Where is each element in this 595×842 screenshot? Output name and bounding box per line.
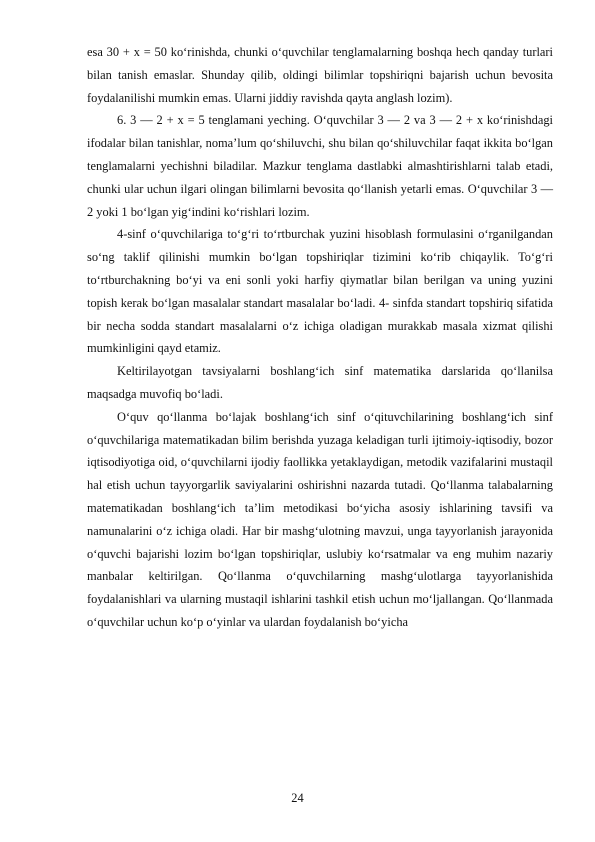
paragraph-manual-description: O‘quv qo‘llanma bo‘lajak boshlang‘ich sinf o‘qituvchilarining boshlang‘ich sinf o‘quvchilariga matematikadan bilim berishda yuzaga keladigan turli ijtimoiy-iqtisodiy, bozor iqtisodiyotiga oid, o‘quvchilarni ijodiy faollikka yetaklaydigan, metodik vazifalarini mustaqil hal etish uchun tayyorgarlik saviyalarini oshirishni nazarda tutadi. Qo‘llanma talabalarning matematikadan boshlang‘ich ta’lim metodikasi bo‘yicha asosiy ishlarining tavsifi va namunalarini o‘z ichiga oladi. Har bir mashg‘ulotning mavzui, unga tayyorlanish jarayonida o‘quvchi bajarishi lozim bo‘lgan topshiriqlar, uslubiy ko‘rsatmalar va eng muhim nazariy manbalar keltirilgan. Qo‘llanma o‘quvchilarning mashg‘ulotlarga tayyorlanishida foydalanishlari va ularning mustaqil ishlarini tashkil etish uchun mo‘ljallangan. Qo‘llanmada o‘quvchilar uchun ko‘p o‘yinlar va ulardan foydalanish bo‘yicha	[87, 409, 553, 629]
page-number: 24	[291, 791, 304, 805]
paragraph-continuation: esa 30 + x = 50 ko‘rinishda, chunki o‘quvchilar tenglamalarning boshqa hech qanday turlari bilan tanish emaslar. Shunday qilib, oldingi bilimlar topshiriqni bajarish uchun bevosita foydalanilishi mumkin emas. Ularni jiddiy ravishda qayta anglash lozim).	[87, 45, 553, 105]
page-body	[87, 41, 553, 634]
paragraph-equation-example: 6. 3 — 2 + x = 5 tenglamani yeching. O‘quvchilar 3 — 2 va 3 — 2 + x ko‘rinishdagi ifodalar bilan tanishlar, noma’lum qo‘shiluvchi, shu bilan qo‘shiluvchilar faqat ikkita bo‘lgan tenglamalarni yechishni biladilar. Mazkur tenglama dastlabki almashtirishlarni talab etadi, chunki ular uchun ilgari olingan bilimlarni bevosita qo‘llanish yetarli emas. O‘quvchilar 3 — 2 yoki 1 bo‘lgan yig‘indini ko‘rishlari lozim.	[87, 113, 553, 219]
paragraph-recommendations: Keltirilayotgan tavsiyalarni boshlang‘ich sinf matematika darslarida qo‘llanilsa maqsadga muvofiq bo‘ladi.	[87, 364, 553, 401]
paragraph-rectangle-area: 4-sinf o‘quvchilariga to‘g‘ri to‘rtburchak yuzini hisoblash formulasini o‘rganilgandan so‘ng taklif qilinishi mumkin bo‘lgan topshiriqlar tizimini ko‘rib chiqaylik. To‘g‘ri to‘rtburchakning bo‘yi va eni sonli yoki harfiy qiymatlar bilan berilgan va uning yuzini topish kerak bo‘lgan masalalar standart masalalar bo‘ladi. 4- sinfda standart topshiriq sifatida bir necha sodda standart masalalarni o‘z ichiga oladigan murakkab masala xizmat qilishi mumkinligini qayd etamiz.	[87, 227, 553, 356]
